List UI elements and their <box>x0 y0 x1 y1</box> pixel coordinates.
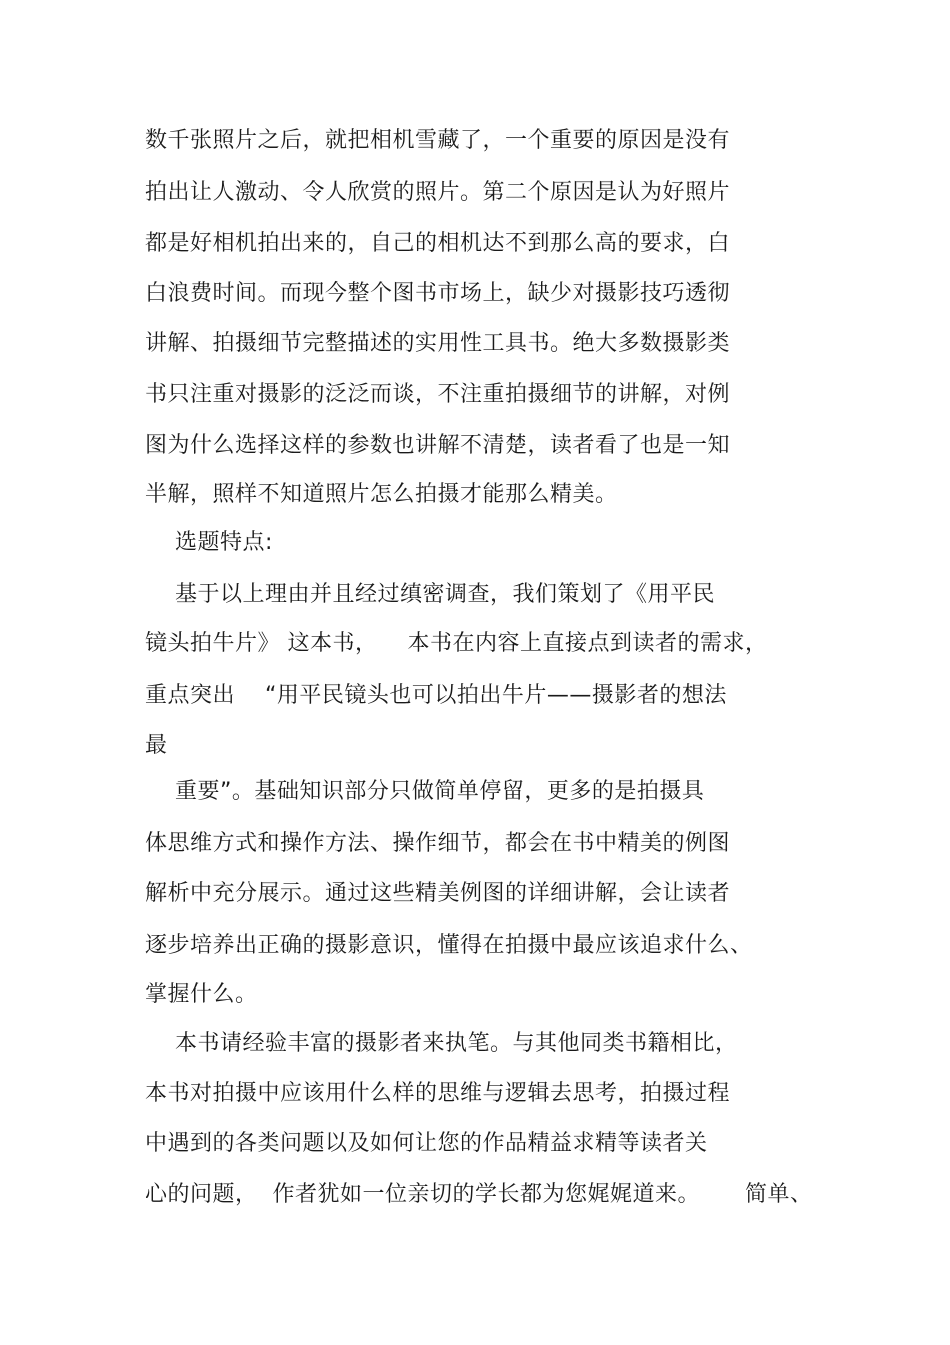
text-line: 半解，照样不知道照片怎么拍摄才能那么精美。 <box>145 482 618 507</box>
text-line: 体思维方式和操作方法、操作细节，都会在书中精美的例图 <box>145 831 731 856</box>
text-line: 图为什么选择这样的参数也讲解不清楚，读者看了也是一知 <box>145 433 731 458</box>
text-line: 解析中充分展示。通过这些精美例图的详细讲解，会让读者 <box>145 881 731 906</box>
text-line: 最 <box>145 733 168 758</box>
text-line: 书只注重对摄影的泛泛而谈，不注重拍摄细节的讲解，对例 <box>145 382 731 407</box>
text-line: 都是好相机拍出来的，自己的相机达不到那么高的要求，白 <box>145 231 731 256</box>
text-line: 心的问题， 作者犹如一位亲切的学长都为您娓娓道来。 简单、 <box>145 1182 813 1207</box>
text-line: 逐步培养出正确的摄影意识，懂得在拍摄中最应该追求什么、 <box>145 933 753 958</box>
text-line: 讲解、拍摄细节完整描述的实用性工具书。绝大多数摄影类 <box>145 331 731 356</box>
text-line: 重点突出 “用平民镜头也可以拍出牛片——摄影者的想法 <box>145 683 727 708</box>
text-line: 基于以上理由并且经过缜密调查，我们策划了《用平民 <box>145 582 715 607</box>
text-line: 重要”。基础知识部分只做简单停留，更多的是拍摄具 <box>145 779 705 804</box>
text-line: 掌握什么。 <box>145 982 258 1007</box>
text-line: 镜头拍牛片》 这本书， 本书在内容上直接点到读者的需求， <box>145 631 768 656</box>
text-line: 白浪费时间。而现今整个图书市场上，缺少对摄影技巧透彻 <box>145 281 731 306</box>
text-line: 拍出让人激动、令人欣赏的照片。第二个原因是认为好照片 <box>145 180 731 205</box>
text-line: 中遇到的各类问题以及如何让您的作品精益求精等读者关 <box>145 1131 708 1156</box>
text-line: 本书对拍摄中应该用什么样的思维与逻辑去思考，拍摄过程 <box>145 1081 731 1106</box>
section-heading: 选题特点: <box>145 530 273 555</box>
text-line: 数千张照片之后，就把相机雪藏了，一个重要的原因是没有 <box>145 128 731 153</box>
text-line: 本书请经验丰富的摄影者来执笔。与其他同类书籍相比， <box>145 1031 738 1056</box>
